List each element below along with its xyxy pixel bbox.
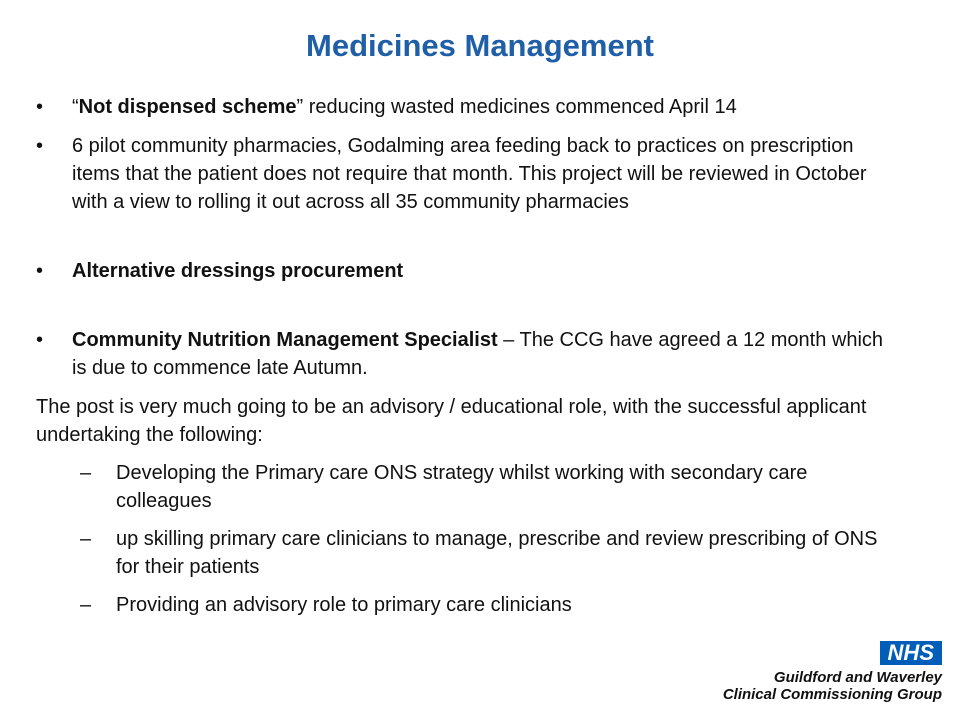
role-paragraph: The post is very much going to be an advisory / educational role, with the successful applicant undertaking the following: bbox=[36, 396, 867, 446]
quote-open: “ bbox=[72, 96, 79, 118]
bullet-dot: • bbox=[36, 96, 44, 118]
sub-item-text: Developing the Primary care ONS strategy whilst working with secondary care colleagues bbox=[116, 462, 808, 512]
dash-marker: – bbox=[80, 594, 92, 616]
dash-marker: – bbox=[80, 462, 92, 484]
bullet-bold-text: Not dispensed scheme bbox=[78, 96, 297, 118]
bullet-alternative-dressings bbox=[36, 257, 896, 285]
dash-marker: – bbox=[80, 528, 92, 550]
bullet-text: ” reducing wasted medicines commenced April 14 bbox=[296, 96, 737, 118]
spacer bbox=[36, 296, 896, 326]
logo-org-line-1: Guildford and Waverley bbox=[773, 669, 942, 686]
bullet-pilot-pharmacies bbox=[36, 132, 896, 216]
sub-item-text: up skilling primary care clinicians to manage, prescribe and review prescribing of ONS for their patients bbox=[116, 528, 878, 578]
sub-item bbox=[36, 459, 896, 515]
bullet-nutrition-specialist bbox=[36, 326, 896, 382]
nhs-badge: NHS bbox=[880, 641, 942, 665]
bullet-text: 6 pilot community pharmacies, Godalming area feeding back to practices on prescription items that the patient does not require that month. This project will be reviewed in October with a view to rolling it out across all 35 community pharmacies bbox=[72, 135, 867, 213]
sub-item-text: Providing an advisory role to primary care clinicians bbox=[116, 594, 572, 616]
sub-item bbox=[36, 525, 896, 581]
nhs-ccg-logo bbox=[692, 641, 942, 703]
slide-content bbox=[36, 93, 896, 629]
logo-org-line-2: Clinical Commissioning Group bbox=[722, 686, 942, 703]
bullet-dot: • bbox=[36, 329, 44, 351]
bullet-bold-text: Community Nutrition Management Specialist bbox=[72, 329, 498, 351]
bullet-bold-text: Alternative dressings procurement bbox=[72, 260, 404, 282]
bullet-text: – The CCG have agreed a 12 month which is due to commence late Autumn. bbox=[72, 329, 884, 379]
bullet-dot: • bbox=[36, 135, 44, 157]
bullet-not-dispensed bbox=[36, 93, 896, 121]
spacer bbox=[36, 227, 896, 257]
sub-item bbox=[36, 591, 896, 619]
slide-title: Medicines Management bbox=[306, 28, 654, 63]
bullet-dot: • bbox=[36, 260, 44, 282]
